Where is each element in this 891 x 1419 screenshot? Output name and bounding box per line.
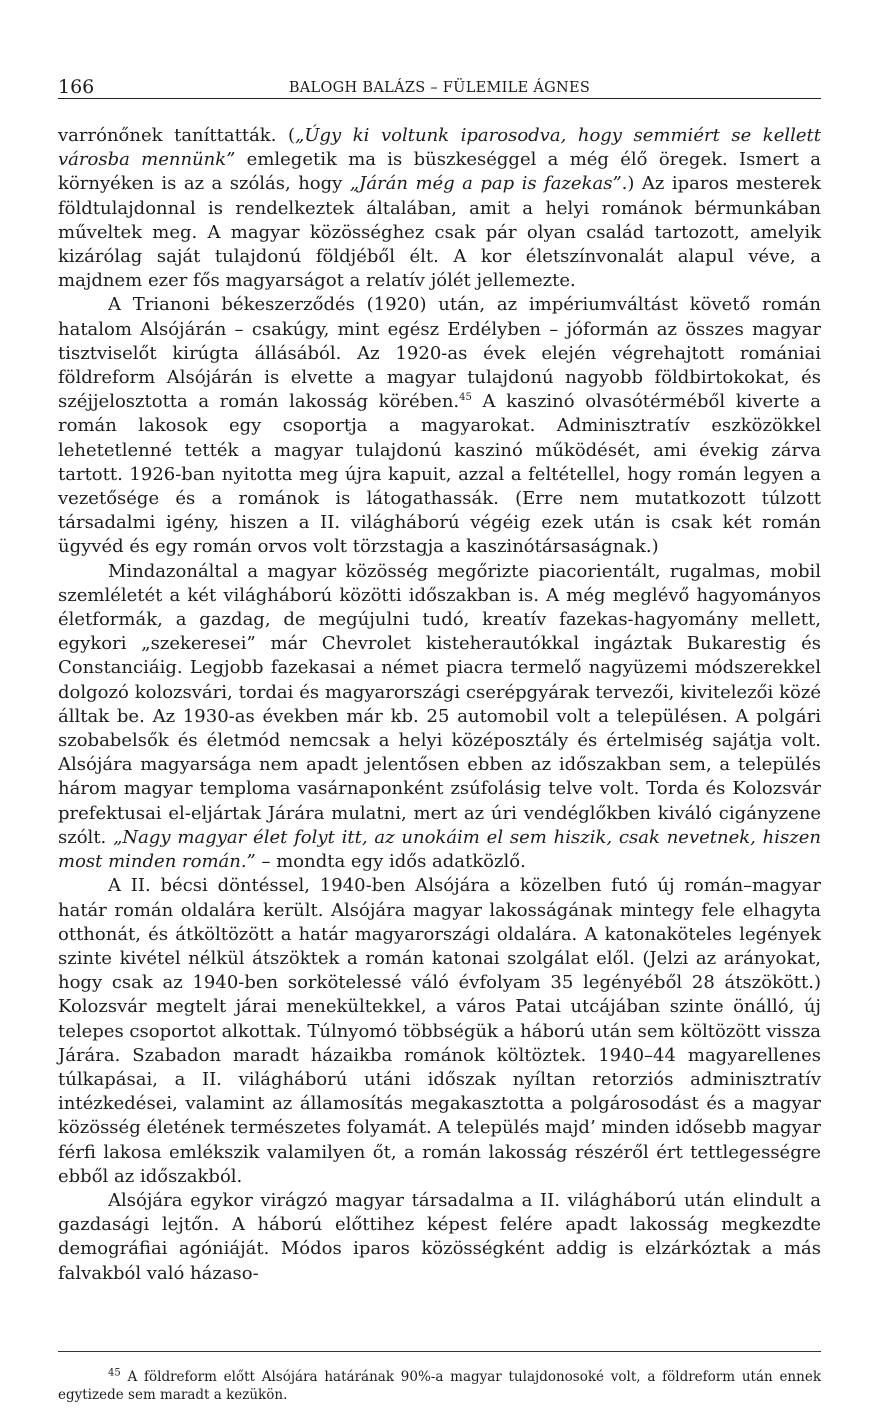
paragraph-5: Alsójára egykor virágzó magyar társadalma a II. világháború után elindult a gazdasági lejtőn. A háború előttihez képest felére apadt lakosság megkezdte demográfiai agóniáját. Módos iparos közösségként addig is elzárkóztak a más falvakból való házaso- [58,1189,821,1284]
page-number: 166 [58,76,95,98]
paragraph-text: .) Az iparos mesterek földtulajdonnal is rendelkeztek általában, amit a helyi románok bérmunkában műveltek meg. A magyar közösséghez csak pár olyan család tartozott, amelyik kizárólag saját tulajdonú földjéből élt. A kor életszínvonalát alapul véve, a majdnem ezer fős magyarságot a relatív jólét jellemezte. [58,173,821,292]
footnote [58,1368,821,1404]
body-text [58,124,821,1286]
paragraph-text: emlegetik ma is büszkeséggel a még élő öregek. Ismert a környéken is az a szólás, hogy [58,149,821,195]
header-authors: BALOGH BALÁZS – FÜLEMILE ÁGNES [288,80,591,96]
quoted-saying: „Járán még a pap is fazekas” [349,173,622,195]
footnote-text: A földreform előtt Alsójára határának 90%-a magyar tulajdonosoké volt, a földreform után ennek egytizede sem maradt a kezükön. [58,1369,821,1403]
quoted-saying: „Nagy magyar élet folyt itt, az unokáim el sem hiszik, csak nevetnek, hiszen most minden román.” [58,826,822,873]
paragraph-text: Mindazonáltal a magyar közösség megőrizte piacorientált, rugalmas, mobil szemléletét a két világháború közötti időszakban is. A még meglévő hagyományos életformák, a gazdag, de megújulni tudó, kreatív fazekas-hagyomány mellett, egykori „szekeresei” már Chevrolet kisteherautókkal ingáztak Bukarestig és Constanciáig. Legjobb fazekasai a német piacra termelő nagyüzemi módszerekkel dolgozó kolozsvári, tordai és magyarországi cserépgyárak tervezői, kivitelezői közé álltak be. Az 1930-as években már kb. 25 automobil volt a településen. A polgári szobabelsők és életmód nemcsak a helyi középosztály és értelmiség sajátja volt. Alsójára magyarsága nem apadt jelentősen ebben az időszakban sem, a település három magyar temploma vasárnaponként zsúfolásig telve volt. Torda és Kolozsvár prefektusai el-eljártak Járára mulatni, mert az úri vendéglőkben kiváló cigányzene szólt. [58,560,821,848]
paragraph-2 [58,293,821,559]
paragraph-4: A II. bécsi döntéssel, 1940-ben Alsójára a közelben futó új román–magyar határ román oldalára került. Alsójára magyar lakosságának mintegy fele elhagyta otthonát, és átköltözött a határ magyarországi oldalára. A katonaköteles legények szinte kivétel nélkül átszöktek a román katonai szolgálat elől. (Jelzi az arányokat, hogy csak az 1940-ben sorkötelessé váló évfolyam 35 legényéből 28 átszökött.) Kolozsvár megtelt járai menekültekkel, a város Patai utcájában szinte önálló, új telepes csoportot alkottak. Túlnyomó többségük a háború után sem költözött vissza Járára. Szabadon maradt házaikba románok költöztek. 1940–44 magyarellenes túlkapásai, a II. világháború utáni időszak nyíltan retorziós adminisztratív intézkedései, valamint az államosítás megakasztotta a polgárosodást és a magyar közösség életének természetes folyamát. A település majd’ minden idősebb magyar férfi lakosa emlékszik valamilyen őt, a román lakosság részéről ért tettlegességre ebből az időszakból. [58,875,821,1187]
paragraph-text: varrónőnek taníttatták. ( [58,125,296,146]
footnote-number: 45 [108,1367,121,1379]
paragraph-3 [58,560,821,875]
quoted-saying: „Úgy ki voltunk iparosodva, hogy semmiért se kellett városba mennünk” [58,125,821,171]
footnote-separator [58,1351,821,1352]
footnote-reference[interactable]: 45 [459,392,472,404]
paragraph-text: – mondta egy idős adatközlő. [255,851,526,873]
book-page [58,0,821,1419]
paragraph-1 [58,124,821,293]
paragraph-text: A Trianoni békeszerződés (1920) után, az impériumváltást követő román hatalom Alsójárán – csakúgy, mint egész Erdélyben – jóformán az összes magyar tisztviselőt kirúgta állásából. Az 1920-as évek elején végrehajtott romániai földreform Alsójárán is elvette a magyar tulajdonú nagyobb földbirtokokat, és széjjelosztotta a román lakosság körében. [58,294,821,413]
paragraph-text: A kaszinó olvasótérméből kiverte a román lakosok egy csoportja a magyarokat. Adminisztratív eszközökkel lehetetlenné tették a magyar tulajdonú kaszinó működését, ami évekig zárva tartott. 1926-ban nyitotta meg újra kapuit, azzal a feltétellel, hogy román legyen a vezetősége és a románok is látogathassák. (Erre nem mutatkozott túlzott társadalmi igény, hiszen a II. világháború végéig ezek után is csak két román ügyvéd és egy román orvos volt törzstagja a kaszinótársaságnak.) [58,391,821,558]
running-head [58,76,821,99]
